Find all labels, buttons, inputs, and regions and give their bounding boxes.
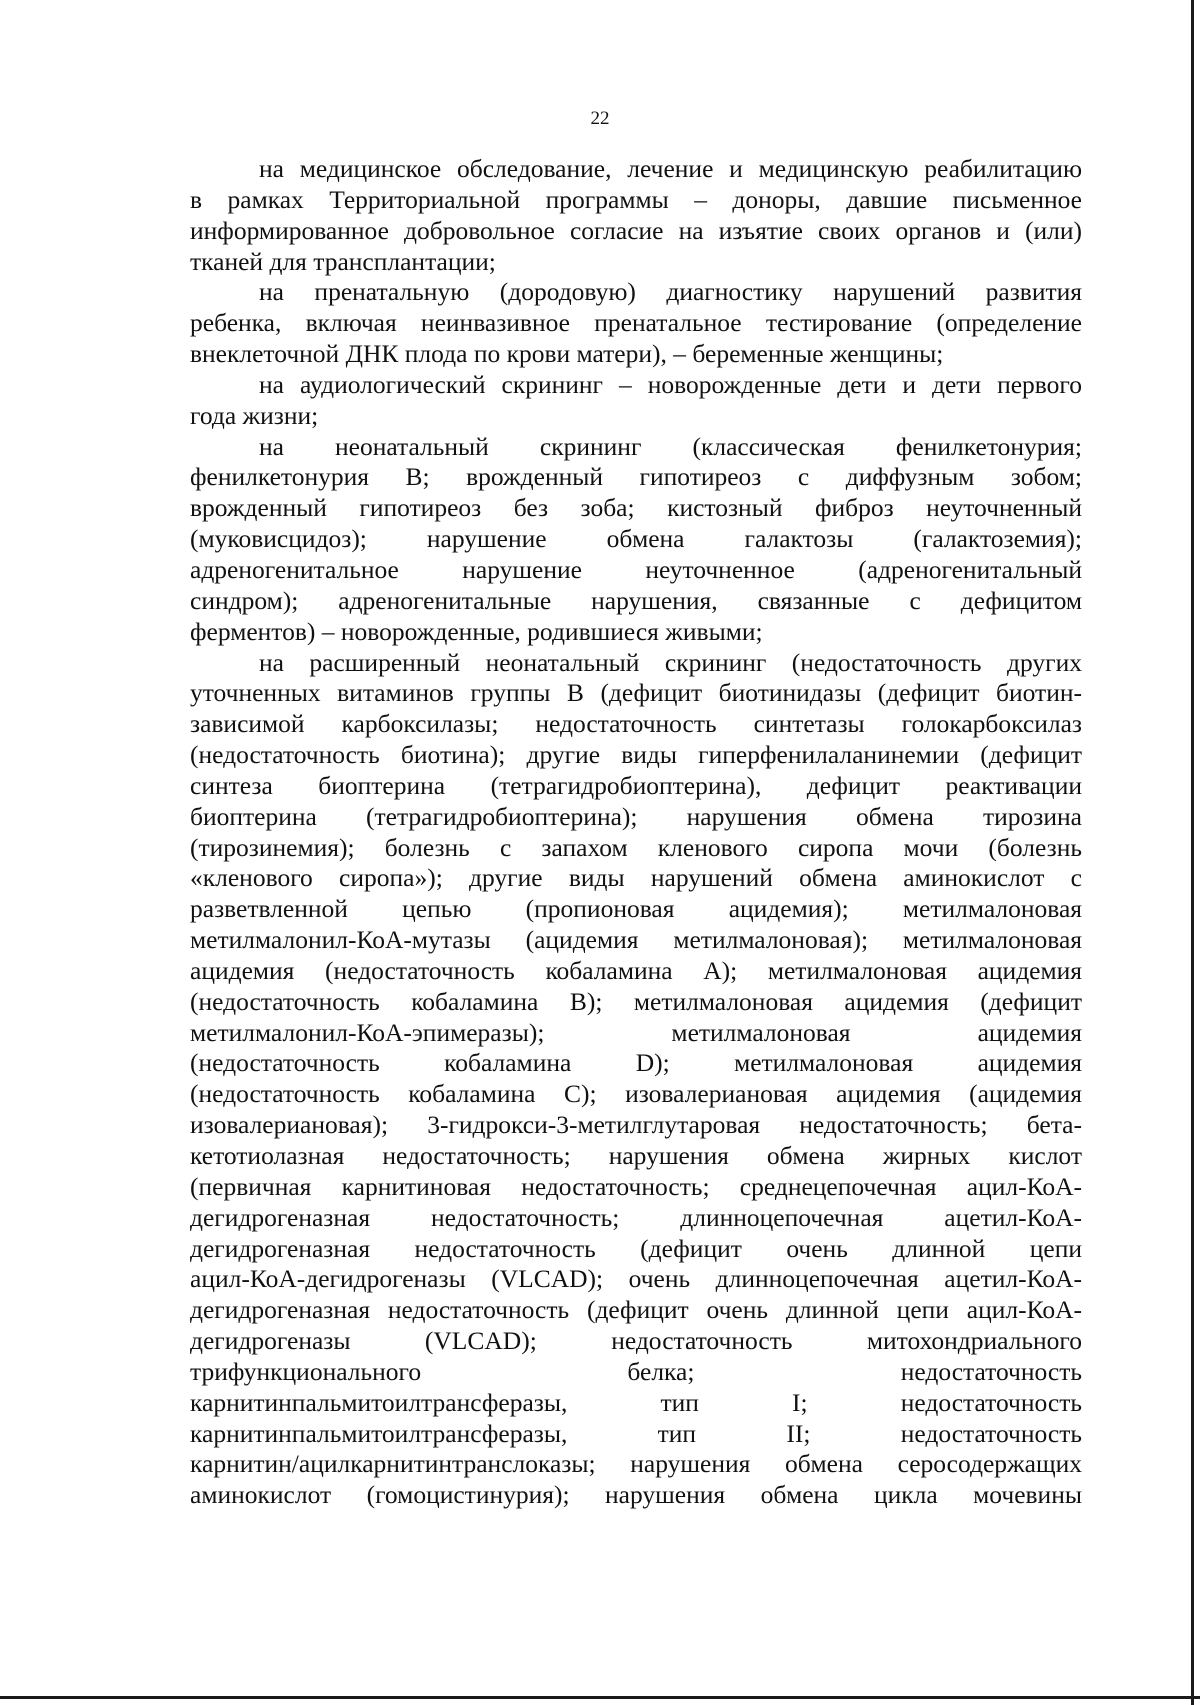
text-line: на аудиологический скрининг – новорожденные дети и дети первого <box>259 369 1082 399</box>
text-line: адреногенитальное нарушение неуточненное (адреногенитальный <box>190 554 1082 584</box>
text-line: (недостаточность кобаламина D); метилмалоновая ацидемия <box>190 1048 1082 1078</box>
text-line: (недостаточность кобаламина C); изовалериановая ацидемия (ацидемия <box>190 1079 1082 1109</box>
text-line: года жизни; <box>190 400 319 430</box>
text-line: (первичная карнитиновая недостаточность; среднецепочечная ацил-КоА- <box>190 1171 1082 1201</box>
text-line: ферментов) – новорожденные, родившиеся живыми; <box>190 616 763 646</box>
text-line: биоптерина (тетрагидробиоптерина); нарушения обмена тирозина <box>190 801 1082 831</box>
text-line: зависимой карбоксилазы; недостаточность синтетазы голокарбоксилаз <box>190 709 1082 739</box>
text-line: фенилкетонурия B; врожденный гипотиреоз с диффузным зобом; <box>190 462 1082 492</box>
text-line: внеклеточной ДНК плода по крови матери), – беременные женщины; <box>190 339 944 369</box>
text-line: карнитинпальмитоилтрансферазы, тип II; недостаточность <box>190 1418 1082 1448</box>
text-line: (недостаточность кобаламина B); метилмалоновая ацидемия (дефицит <box>190 986 1082 1016</box>
text-line: синтеза биоптерина (тетрагидробиоптерина), дефицит реактивации <box>190 770 1082 800</box>
text-line: дегидрогеназная недостаточность; длинноцепочечная ацетил-КоА- <box>190 1202 1082 1232</box>
paragraph <box>190 648 1082 1512</box>
text-line: дегидрогеназная недостаточность (дефицит очень длинной цепи ацил-КоА- <box>190 1295 1082 1325</box>
text-line: дегидрогеназы (VLCAD); недостаточность митохондриального <box>190 1326 1082 1356</box>
text-line: ацидемия (недостаточность кобаламина A); метилмалоновая ацидемия <box>190 955 1082 985</box>
text-line: ацил-КоА-дегидрогеназы (VLCAD); очень длинноцепочечная ацетил-КоА- <box>190 1264 1082 1294</box>
text-line: (недостаточность биотина); другие виды гиперфенилаланинемии (дефицит <box>190 740 1082 770</box>
text-line: ребенка, включая неинвазивное пренатальное тестирование (определение <box>190 308 1082 338</box>
text-line: карнитинпальмитоилтрансферазы, тип I; недостаточность <box>190 1387 1082 1417</box>
text-line: в рамках Территориальной программы – доноры, давшие письменное <box>190 184 1082 214</box>
text-line: тканей для трансплантации; <box>190 246 496 276</box>
text-line: информированное добровольное согласие на изъятие своих органов и (или) <box>190 215 1082 245</box>
text-line: изовалериановая); 3-гидрокси-3-метилглутаровая недостаточность; бета- <box>190 1110 1082 1140</box>
paragraph <box>190 370 1082 432</box>
scan-edge-right <box>1191 0 1194 1705</box>
text-line: метилмалонил-КоА-мутазы (ацидемия метилмалоновая); метилмалоновая <box>190 925 1082 955</box>
paragraph <box>190 277 1082 370</box>
text-line: кетотиолазная недостаточность; нарушения обмена жирных кислот <box>190 1141 1082 1170</box>
text-line: синдром); адреногенитальные нарушения, связанные с дефицитом <box>190 585 1082 615</box>
text-line: врожденный гипотиреоз без зоба; кистозный фиброз неуточненный <box>190 493 1082 523</box>
text-line: (тирозинемия); болезнь с запахом кленового сиропа мочи (болезнь <box>190 832 1082 862</box>
scan-edge-bottom <box>0 1696 1200 1699</box>
text-line: «кленового сиропа»); другие виды нарушений обмена аминокислот с <box>190 863 1082 893</box>
paragraph <box>190 154 1082 277</box>
text-line: разветвленной цепью (пропионовая ацидемия); метилмалоновая <box>190 894 1082 924</box>
text-line: дегидрогеназная недостаточность (дефицит очень длинной цепи <box>190 1233 1082 1263</box>
paragraph <box>190 432 1082 648</box>
text-line: на неонатальный скрининг (классическая фенилкетонурия; <box>259 431 1082 461</box>
text-line: (муковисцидоз); нарушение обмена галактозы (галактоземия); <box>190 524 1082 554</box>
text-line: на медицинское обследование, лечение и медицинскую реабилитацию <box>259 154 1082 183</box>
text-line: уточненных витаминов группы B (дефицит биотинидазы (дефицит биотин- <box>190 678 1082 708</box>
document-body <box>190 154 1082 1511</box>
text-line: трифункционального белка; недостаточность <box>190 1356 1082 1386</box>
text-line: метилмалонил-КоА-эпимеразы); метилмалоновая ацидемия <box>190 1017 1082 1047</box>
text-line: на расширенный неонатальный скрининг (недостаточность других <box>259 647 1082 677</box>
text-line: на пренатальную (дородовую) диагностику нарушений развития <box>259 277 1082 307</box>
text-line: карнитин/ацилкарнитинтранслоказы; нарушения обмена серосодержащих <box>190 1449 1082 1479</box>
text-line: аминокислот (гомоцистинурия); нарушения обмена цикла мочевины <box>190 1480 1082 1510</box>
page-number: 22 <box>590 108 610 129</box>
